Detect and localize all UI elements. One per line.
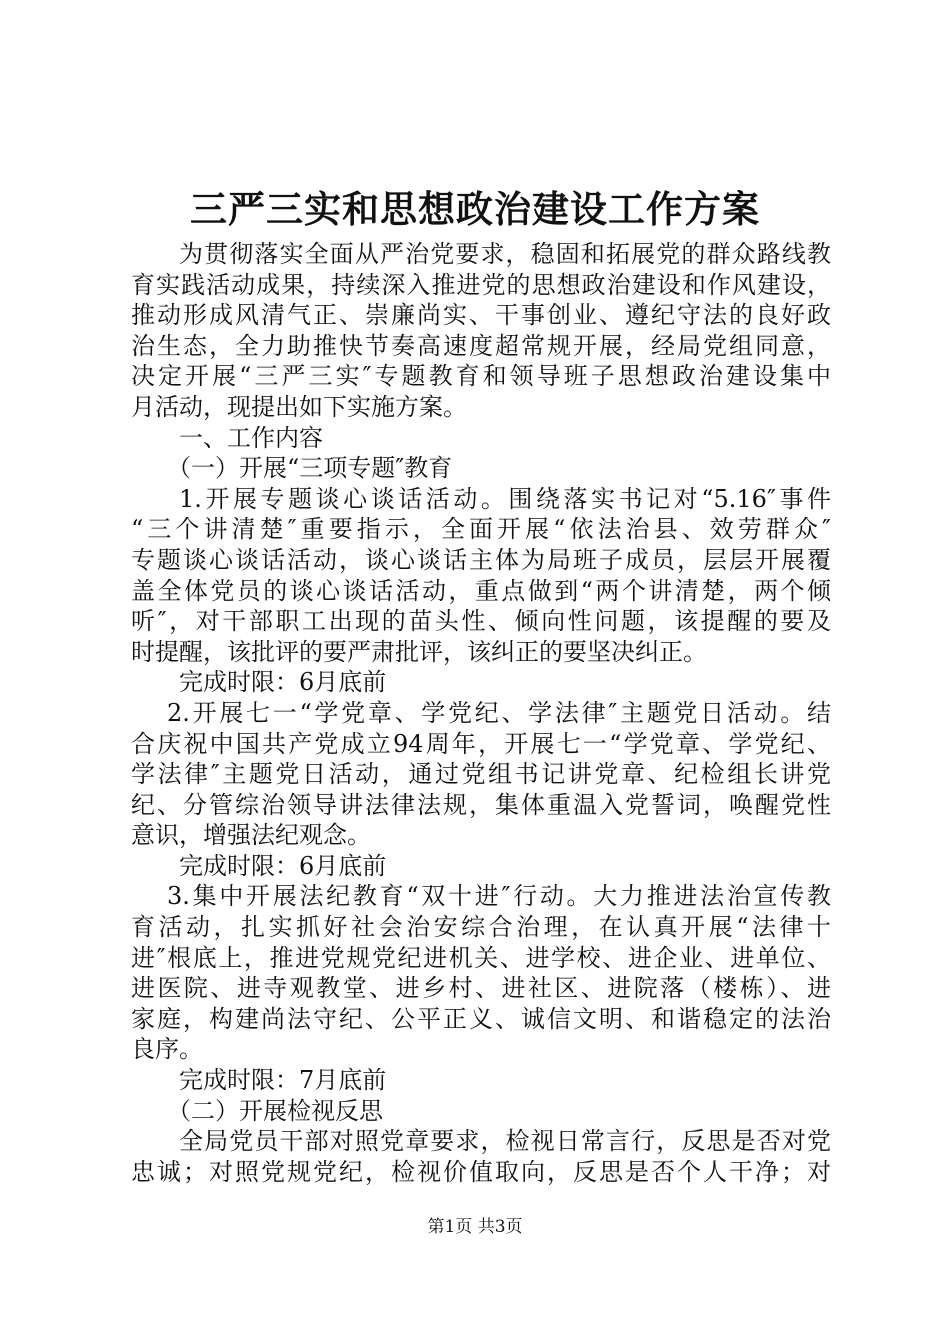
paragraph-line: 2.开展七一“学党章、学党纪、学法律″主题党日活动。结 xyxy=(167,698,831,727)
paragraph-line: 1.开展专题谈心谈话活动。围绕落实书记对“5.16″事件 xyxy=(179,484,831,513)
paragraph-line: 忠诚；对照党规党纪，检视价值取向，反思是否个人干净；对 xyxy=(131,1157,831,1186)
paragraph-line: 进″根底上，推进党规党纪进机关、进学校、进企业、进单位、 xyxy=(131,943,831,972)
paragraph-line: 意识，增强法纪观念。 xyxy=(131,821,371,850)
document-body xyxy=(131,239,831,1187)
paragraph-line: 家庭，构建尚法守纪、公平正义、诚信文明、和谐稳定的法治 xyxy=(131,1004,831,1033)
document-title: 三严三实和思想政治建设工作方案 xyxy=(190,187,760,231)
paragraph-line: 推动形成风清气正、崇廉尚实、干事创业、遵纪守法的良好政 xyxy=(131,301,831,330)
section-heading: 一、工作内容 xyxy=(179,423,323,452)
paragraph-line: 3.集中开展法纪教育“双十进″行动。大力推进法治宣传教 xyxy=(167,882,831,911)
deadline-line: 完成时限：6月底前 xyxy=(179,668,387,697)
paragraph-line: 学法律″主题党日活动，通过党组书记讲党章、纪检组长讲党 xyxy=(131,760,831,789)
paragraph-line: “三个讲清楚″重要指示，全面开展“依法治县、效劳群众″ xyxy=(131,515,831,544)
deadline-line: 完成时限：7月底前 xyxy=(179,1066,387,1095)
paragraph-line: 时提醒，该批评的要严肃批评，该纠正的要坚决纠正。 xyxy=(131,637,707,666)
subsection-heading: （二）开展检视反思 xyxy=(167,1096,383,1125)
paragraph-line: 听″，对干部职工出现的苗头性、倾向性问题，该提醒的要及 xyxy=(131,607,831,636)
subsection-heading: （一）开展“三项专题″教育 xyxy=(167,454,453,483)
paragraph-line: 育实践活动成果，持续深入推进党的思想政治建设和作风建设， xyxy=(131,270,831,299)
paragraph-line: 为贯彻落实全面从严治党要求，稳固和拓展党的群众路线教 xyxy=(179,240,831,268)
paragraph-line: 合庆祝中国共产党成立94周年，开展七一“学党章、学党纪、 xyxy=(131,729,831,758)
paragraph-line: 决定开展“三严三实″专题教育和领导班子思想政治建设集中 xyxy=(131,362,831,391)
page-number-footer: 第1页 共3页 xyxy=(427,1217,523,1237)
paragraph-line: 纪、分管综治领导讲法律法规，集体重温入党誓词，唤醒党性 xyxy=(131,790,831,819)
paragraph-line: 月活动，现提出如下实施方案。 xyxy=(131,392,467,421)
paragraph-line: 育活动，扎实抓好社会治安综合治理，在认真开展“法律十 xyxy=(131,913,831,942)
paragraph-line: 治生态，全力助推快节奏高速度超常规开展，经局党组同意， xyxy=(131,331,831,360)
deadline-line: 完成时限：6月底前 xyxy=(179,851,387,880)
paragraph-line: 专题谈心谈话活动，谈心谈话主体为局班子成员，层层开展覆 xyxy=(131,545,831,574)
paragraph-line: 全局党员干部对照党章要求，检视日常言行，反思是否对党 xyxy=(179,1127,831,1156)
paragraph-line: 良序。 xyxy=(131,1035,203,1064)
paragraph-line: 盖全体党员的谈心谈话活动，重点做到“两个讲清楚，两个倾 xyxy=(131,576,831,605)
paragraph-line: 进医院、进寺观教堂、进乡村、进社区、进院落（楼栋）、进 xyxy=(131,974,831,1003)
